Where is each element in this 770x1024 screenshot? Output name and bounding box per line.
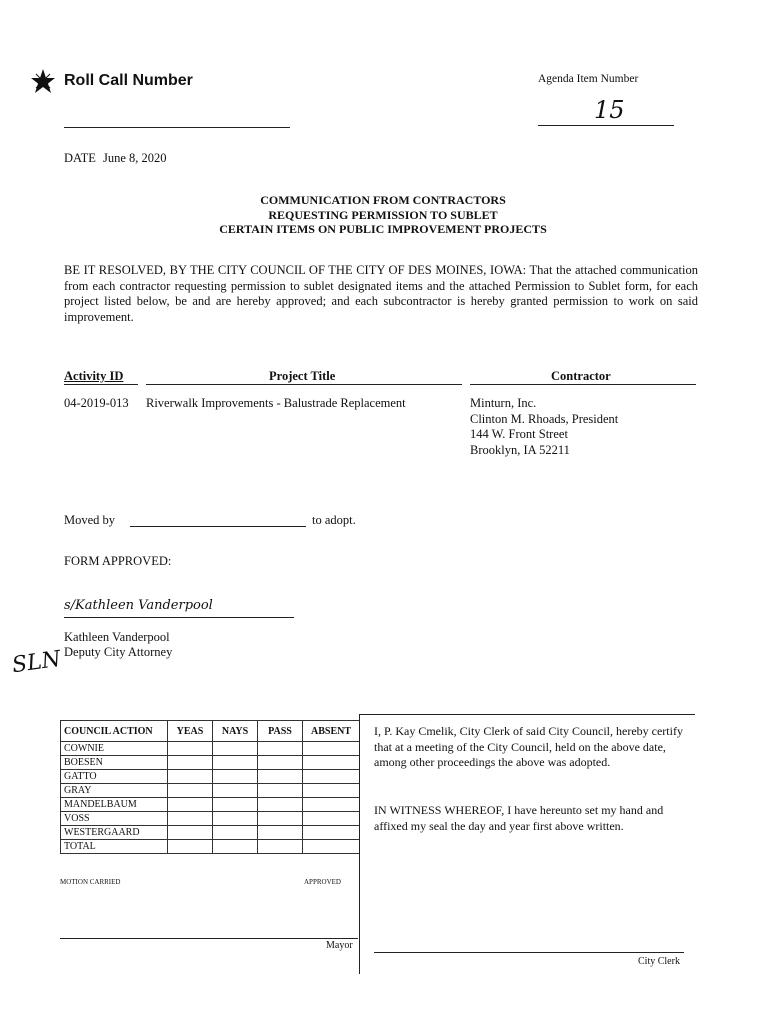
table-header-row (61, 721, 360, 742)
form-approved-label: FORM APPROVED: (64, 554, 172, 568)
vote-cell (168, 770, 213, 784)
contractor-header-line (470, 384, 696, 385)
vote-cell (303, 826, 360, 840)
certification-text: I, P. Kay Cmelik, City Clerk of said City Council, hereby certify that at a meeting of the City Council, held on the above date, among other proceedings the above was adopted. (374, 724, 683, 769)
roll-call-label: Roll Call Number (64, 72, 193, 89)
vote-cell (258, 840, 303, 854)
vote-cell (303, 756, 360, 770)
vote-cell (213, 784, 258, 798)
contractor-line: 144 W. Front Street (470, 427, 568, 441)
table-row (61, 784, 360, 798)
project-title-header: Project Title (269, 369, 336, 383)
vote-cell (258, 756, 303, 770)
vote-cell (303, 812, 360, 826)
member-name: BOESEN (61, 756, 168, 770)
vote-cell (168, 826, 213, 840)
member-name: GATTO (61, 770, 168, 784)
vote-cell (303, 770, 360, 784)
pass-header: PASS (258, 721, 303, 742)
witness-text: IN WITNESS WHEREOF, I have hereunto set my hand and affixed my seal the day and year first above written. (374, 803, 664, 833)
project-header-line (146, 384, 462, 385)
vote-cell (168, 756, 213, 770)
table-row (61, 840, 360, 854)
signer-name: Kathleen Vanderpool (64, 630, 170, 644)
city-clerk-signature-line (374, 952, 684, 953)
table-row (61, 742, 360, 756)
agenda-number-line (538, 125, 674, 126)
contractor-line: Brooklyn, IA 52211 (470, 442, 570, 457)
date-label: DATE (64, 151, 96, 165)
yeas-header: YEAS (168, 721, 213, 742)
activity-header-line (64, 384, 138, 385)
motion-carried-label: MOTION CARRIED (60, 878, 121, 886)
vote-cell (168, 798, 213, 812)
council-action-header: COUNCIL ACTION (61, 721, 168, 742)
mayor-label: Mayor (326, 940, 353, 951)
roll-call-number-line (64, 127, 290, 128)
vote-cell (258, 826, 303, 840)
table-row (61, 812, 360, 826)
agenda-item-number: 15 (594, 96, 625, 124)
signature-line (64, 617, 294, 618)
vote-cell (213, 742, 258, 756)
council-action-table (60, 720, 360, 854)
vote-cell (213, 770, 258, 784)
vote-cell (258, 742, 303, 756)
activity-id-header: Activity ID (64, 369, 124, 383)
member-name: TOTAL (61, 840, 168, 854)
to-adopt-label: to adopt. (312, 513, 356, 527)
vote-cell (168, 840, 213, 854)
member-name: MANDELBAUM (61, 798, 168, 812)
agenda-item-label: Agenda Item Number (538, 73, 639, 85)
title-line: COMMUNICATION FROM CONTRACTORS (260, 193, 506, 207)
vote-cell (258, 798, 303, 812)
vote-cell (213, 812, 258, 826)
resolution-text: BE IT RESOLVED, BY THE CITY COUNCIL OF THE CITY OF DES MOINES, IOWA: That the attached communication from each contractor requesting permission to sublet designated items and the attached Permission to Sublet form, for each project listed below, be and are hereby approved; and each subcontractor is hereby granted permission to work on said improvement. (64, 263, 698, 324)
title-line: REQUESTING PERMISSION TO SUBLET (268, 207, 498, 222)
contractor-line: Minturn, Inc. (470, 396, 537, 410)
vote-cell (258, 770, 303, 784)
vote-cell (168, 742, 213, 756)
vote-cell (303, 840, 360, 854)
table-row (61, 770, 360, 784)
vote-cell (168, 812, 213, 826)
moved-by-label: Moved by (64, 513, 116, 527)
project-title-value: Riverwalk Improvements - Balustrade Replacement (146, 396, 406, 410)
member-name: GRAY (61, 784, 168, 798)
member-name: VOSS (61, 812, 168, 826)
handwritten-initials: SLN (10, 646, 63, 679)
activity-id-value: 04-2019-013 (64, 396, 129, 410)
vote-cell (213, 826, 258, 840)
certification-top-line (359, 714, 695, 715)
member-name: WESTERGAARD (61, 826, 168, 840)
contractor-line: Clinton M. Rhoads, President (470, 411, 619, 426)
nays-header: NAYS (213, 721, 258, 742)
city-clerk-label: City Clerk (638, 956, 680, 967)
contractor-block (470, 396, 618, 458)
vote-cell (258, 784, 303, 798)
table-row (61, 826, 360, 840)
contractor-header: Contractor (551, 369, 611, 383)
mayor-signature-line (60, 938, 358, 939)
moved-by-line (130, 526, 306, 527)
vote-cell (213, 798, 258, 812)
section-divider (359, 714, 360, 974)
table-row (61, 798, 360, 812)
table-row (61, 756, 360, 770)
vote-cell (258, 812, 303, 826)
vote-cell (213, 756, 258, 770)
approved-label: APPROVED (304, 878, 341, 886)
vote-cell (168, 784, 213, 798)
vote-cell (213, 840, 258, 854)
date-value: June 8, 2020 (103, 151, 167, 165)
vote-cell (303, 742, 360, 756)
vote-cell (303, 784, 360, 798)
signer-title: Deputy City Attorney (64, 645, 173, 659)
member-name: COWNIE (61, 742, 168, 756)
star-icon (30, 68, 56, 94)
absent-header: ABSENT (303, 721, 360, 742)
vote-cell (303, 798, 360, 812)
title-line: CERTAIN ITEMS ON PUBLIC IMPROVEMENT PROJECTS (219, 222, 547, 236)
attorney-signature: s/Kathleen Vanderpool (64, 598, 213, 613)
document-title (60, 193, 706, 237)
